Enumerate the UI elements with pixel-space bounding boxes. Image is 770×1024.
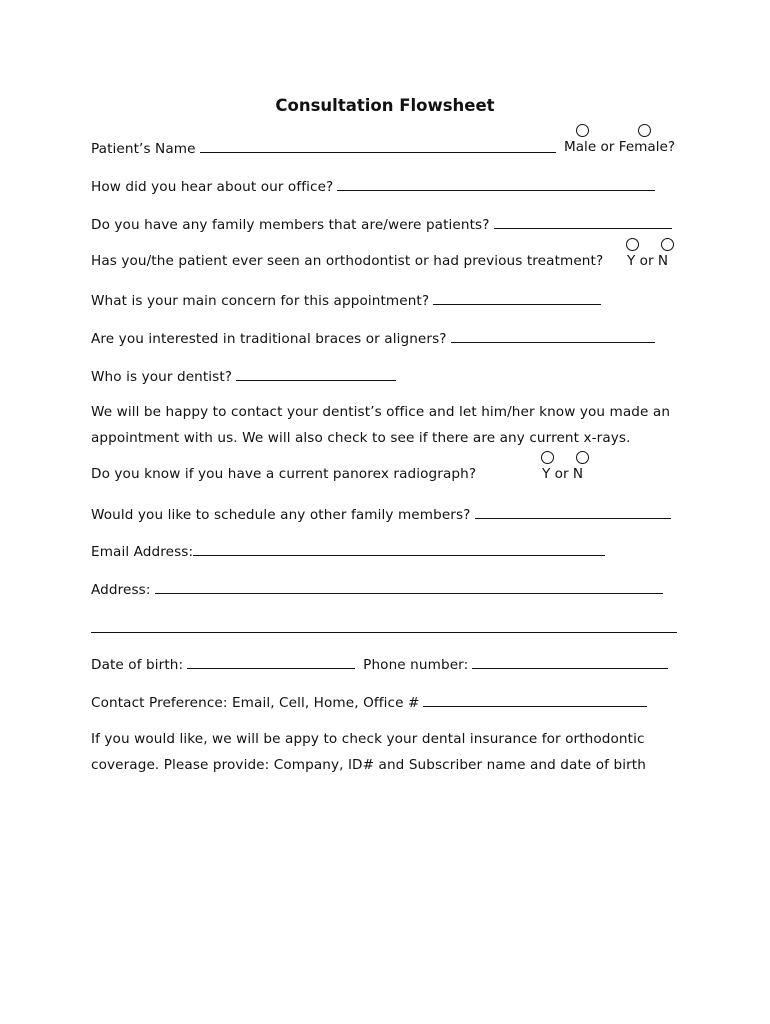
patient-name-field[interactable] xyxy=(200,139,556,153)
previous-treatment-no-radio[interactable] xyxy=(661,238,674,251)
hear-about-row xyxy=(91,177,655,195)
family-members-field[interactable] xyxy=(494,215,672,229)
address-row xyxy=(91,580,663,598)
email-field[interactable] xyxy=(193,542,605,556)
patient-name-row xyxy=(91,139,556,157)
previous-treatment-options: Y or N xyxy=(627,253,669,269)
patient-name-label: Patient’s Name xyxy=(91,141,196,157)
phone-label: Phone number: xyxy=(363,657,469,673)
contact-dentist-line-2: appointment with us. We will also check to see if there are any current x-rays. xyxy=(91,430,631,446)
contact-pref-row xyxy=(91,693,647,711)
family-members-row xyxy=(91,215,672,233)
hear-about-field[interactable] xyxy=(337,177,655,191)
hear-about-label: How did you hear about our office? xyxy=(91,179,334,195)
insurance-line-1: If you would like, we will be appy to check your dental insurance for orthodontic xyxy=(91,731,645,747)
dob-label: Date of birth: xyxy=(91,657,184,673)
male-radio[interactable] xyxy=(576,124,589,137)
email-row xyxy=(91,542,605,560)
address-line-2-field[interactable] xyxy=(91,632,677,633)
phone-field[interactable] xyxy=(472,655,668,669)
dentist-label: Who is your dentist? xyxy=(91,369,233,385)
panorex-no-radio[interactable] xyxy=(576,451,589,464)
address-label: Address: xyxy=(91,582,151,598)
dentist-field[interactable] xyxy=(236,367,396,381)
schedule-family-field[interactable] xyxy=(475,505,671,519)
dob-phone-row xyxy=(91,655,668,673)
insurance-line-2: coverage. Please provide: Company, ID# and Subscriber name and date of birth xyxy=(91,757,646,773)
schedule-family-label: Would you like to schedule any other family members? xyxy=(91,507,471,523)
form-title: Consultation Flowsheet xyxy=(275,96,495,115)
panorex-row xyxy=(91,466,476,482)
contact-pref-field[interactable] xyxy=(423,693,647,707)
dentist-row xyxy=(91,367,396,385)
panorex-label: Do you know if you have a current panorex radiograph? xyxy=(91,466,477,482)
braces-aligners-row xyxy=(91,329,655,347)
previous-treatment-row xyxy=(91,253,603,269)
schedule-family-row xyxy=(91,505,671,523)
previous-treatment-label: Has you/the patient ever seen an orthodontist or had previous treatment? xyxy=(91,253,604,269)
main-concern-field[interactable] xyxy=(433,291,601,305)
email-label: Email Address: xyxy=(91,544,194,560)
address-field[interactable] xyxy=(155,580,663,594)
gender-options: Male or Female? xyxy=(564,139,676,155)
dob-field[interactable] xyxy=(187,655,355,669)
main-concern-row xyxy=(91,291,601,309)
main-concern-label: What is your main concern for this appointment? xyxy=(91,293,430,309)
contact-dentist-line-1: We will be happy to contact your dentist’s office and let him/her know you made an xyxy=(91,404,671,420)
braces-aligners-field[interactable] xyxy=(451,329,655,343)
braces-aligners-label: Are you interested in traditional braces or aligners? xyxy=(91,331,447,347)
contact-pref-label: Contact Preference: Email, Cell, Home, Office # xyxy=(91,695,420,711)
family-members-label: Do you have any family members that are/were patients? xyxy=(91,217,490,233)
female-radio[interactable] xyxy=(638,124,651,137)
previous-treatment-yes-radio[interactable] xyxy=(626,238,639,251)
panorex-options: Y or N xyxy=(542,466,584,482)
panorex-yes-radio[interactable] xyxy=(541,451,554,464)
